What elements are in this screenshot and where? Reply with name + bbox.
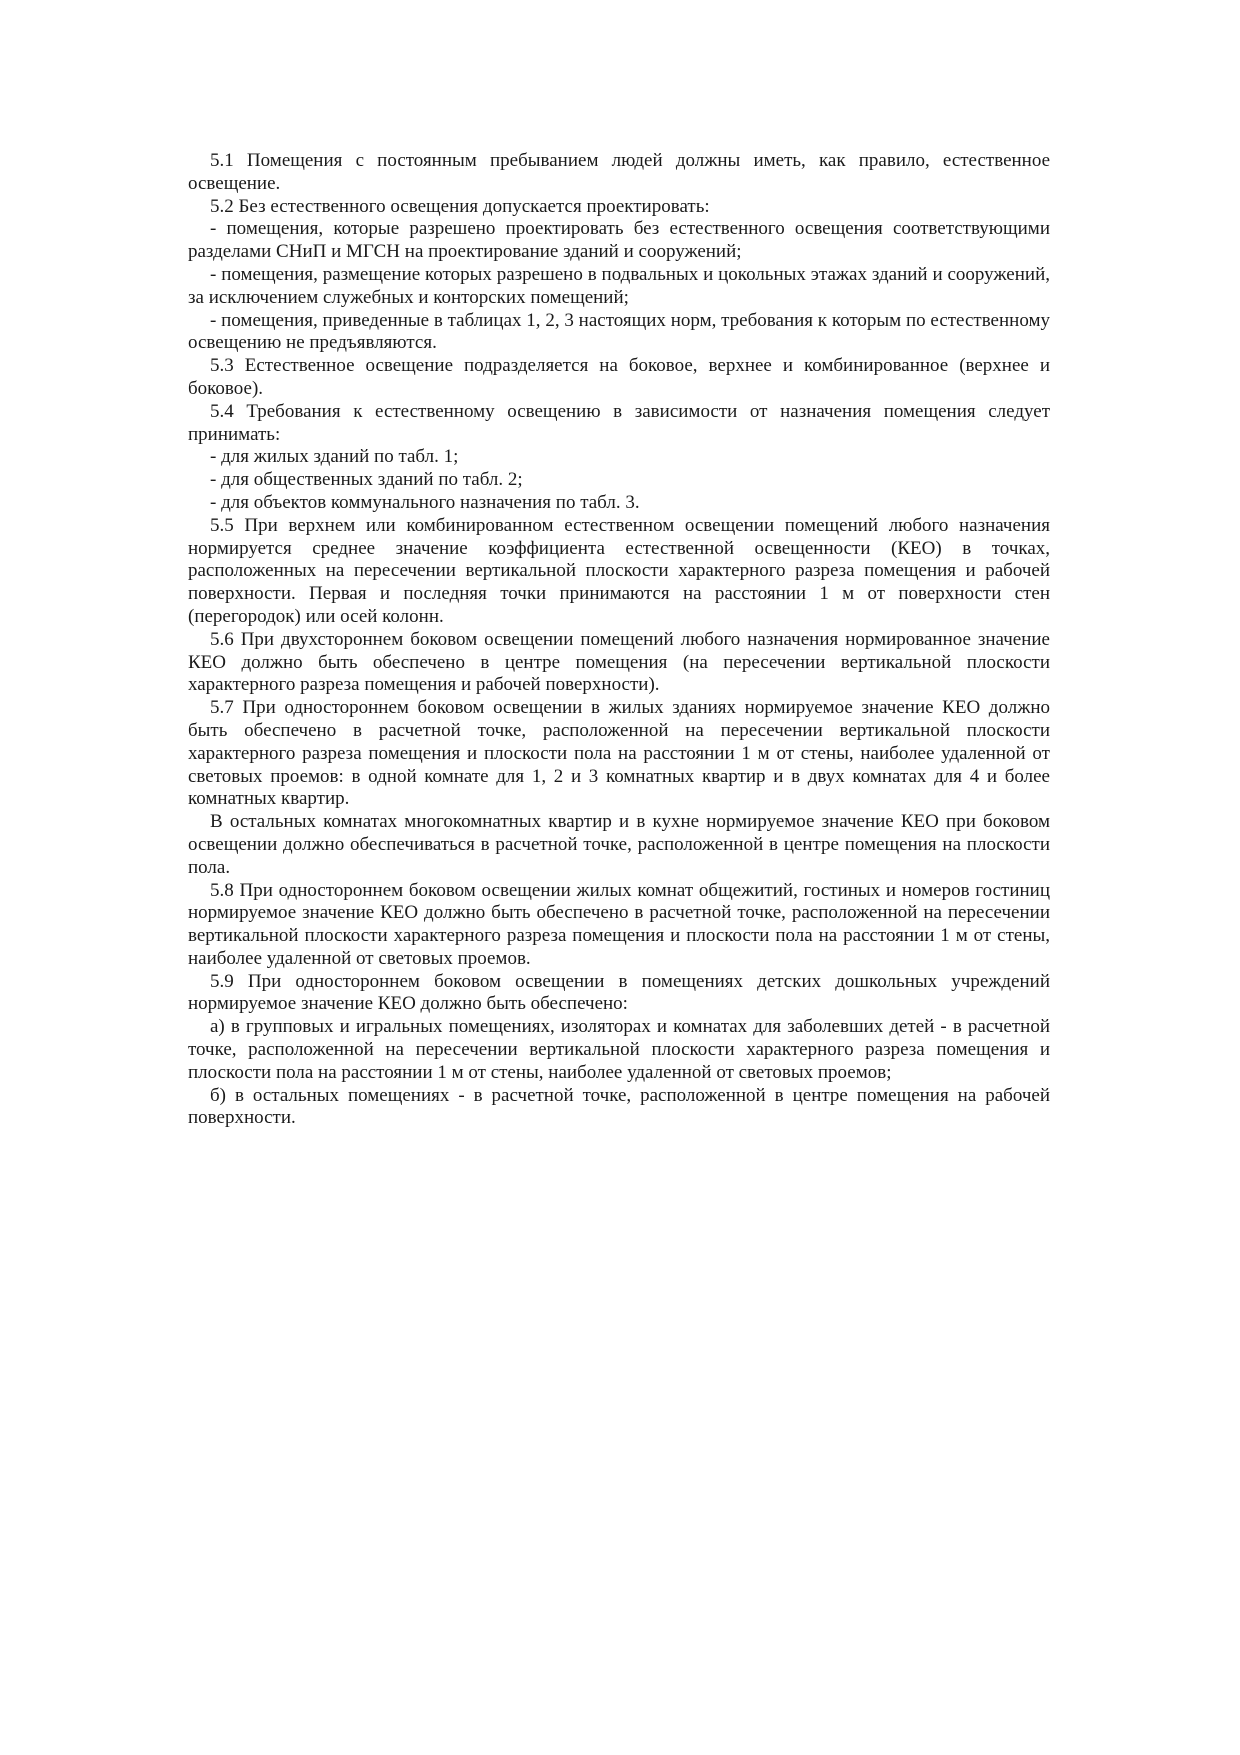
list-item: - помещения, которые разрешено проектировать без естественного освещения соответствующими разделами СНиП и МГСН на проектирование зданий и сооружений; <box>188 218 1050 263</box>
paragraph-5-4: 5.4 Требования к естественному освещению в зависимости от назначения помещения следует принимать: <box>188 400 1050 445</box>
document-body <box>188 150 1050 1130</box>
paragraph-5-5: 5.5 При верхнем или комбинированном естественном освещении помещений любого назначения нормируется среднее значение коэффициента естественной освещенности (КЕО) в точках, расположенных на пересечении вертикальной плоскости характерного разреза помещения и рабочей поверхности. Первая и последняя точки принимаются на расстоянии 1 м от поверхности стен (перегородок) или осей колонн. <box>188 514 1050 627</box>
list-item: а) в групповых и игральных помещениях, изоляторах и комнатах для заболевших детей - в расчетной точке, расположенной на пересечении вертикальной плоскости характерного разреза помещения и плоскости пола на расстоянии 1 м от стены, наиболее удаленной от световых проемов; <box>188 1016 1050 1083</box>
paragraph-5-9: 5.9 При одностороннем боковом освещении в помещениях детских дошкольных учреждений нормируемое значение КЕО должно быть обеспечено: <box>188 970 1050 1015</box>
paragraph-5-7-continued: В остальных комнатах многокомнатных квартир и в кухне нормируемое значение КЕО при боковом освещении должно обеспечиваться в расчетной точке, расположенной в центре помещения на плоскости пола. <box>188 811 1050 878</box>
paragraph-5-8: 5.8 При одностороннем боковом освещении жилых комнат общежитий, гостиных и номеров гостиниц нормируемое значение КЕО должно быть обеспечено в расчетной точке, расположенной на пересечении вертикальной плоскости характерного разреза помещения и плоскости пола на расстоянии 1 м от стены, наиболее удаленной от световых проемов. <box>188 879 1050 969</box>
list-item: - помещения, размещение которых разрешено в подвальных и цокольных этажах зданий и сооружений, за исключением служебных и конторских помещений; <box>188 263 1050 308</box>
paragraph-5-1: 5.1 Помещения с постоянным пребыванием людей должны иметь, как правило, естественное освещение. <box>188 150 1050 194</box>
list-item: б) в остальных помещениях - в расчетной точке, расположенной в центре помещения на рабочей поверхности. <box>188 1084 1050 1129</box>
paragraph-5-3: 5.3 Естественное освещение подразделяется на боковое, верхнее и комбинированное (верхнее и боковое). <box>188 355 1050 399</box>
paragraph-5-7: 5.7 При одностороннем боковом освещении в жилых зданиях нормируемое значение КЕО должно быть обеспечено в расчетной точке, расположенной на пересечении вертикальной плоскости характерного разреза помещения и плоскости пола на расстоянии 1 м от стены, наиболее удаленной от световых проемов: в одной комнате для 1, 2 и 3 комнатных квартир и в двух комнатах для 4 и более комнатных квартир. <box>188 697 1050 810</box>
list-item: - для общественных зданий по табл. 2; <box>210 469 523 491</box>
list-item: - для жилых зданий по табл. 1; <box>210 446 459 468</box>
list-item: - для объектов коммунального назначения по табл. 3. <box>210 491 640 513</box>
list-item: - помещения, приведенные в таблицах 1, 2, 3 настоящих норм, требования к которым по естественному освещению не предъявляются. <box>188 309 1050 354</box>
paragraph-5-6: 5.6 При двухстороннем боковом освещении помещений любого назначения нормированное значение КЕО должно быть обеспечено в центре помещения (на пересечении вертикальной плоскости характерного разреза помещения и рабочей поверхности). <box>188 628 1050 696</box>
paragraph-5-2: 5.2 Без естественного освещения допускается проектировать: <box>210 195 710 217</box>
